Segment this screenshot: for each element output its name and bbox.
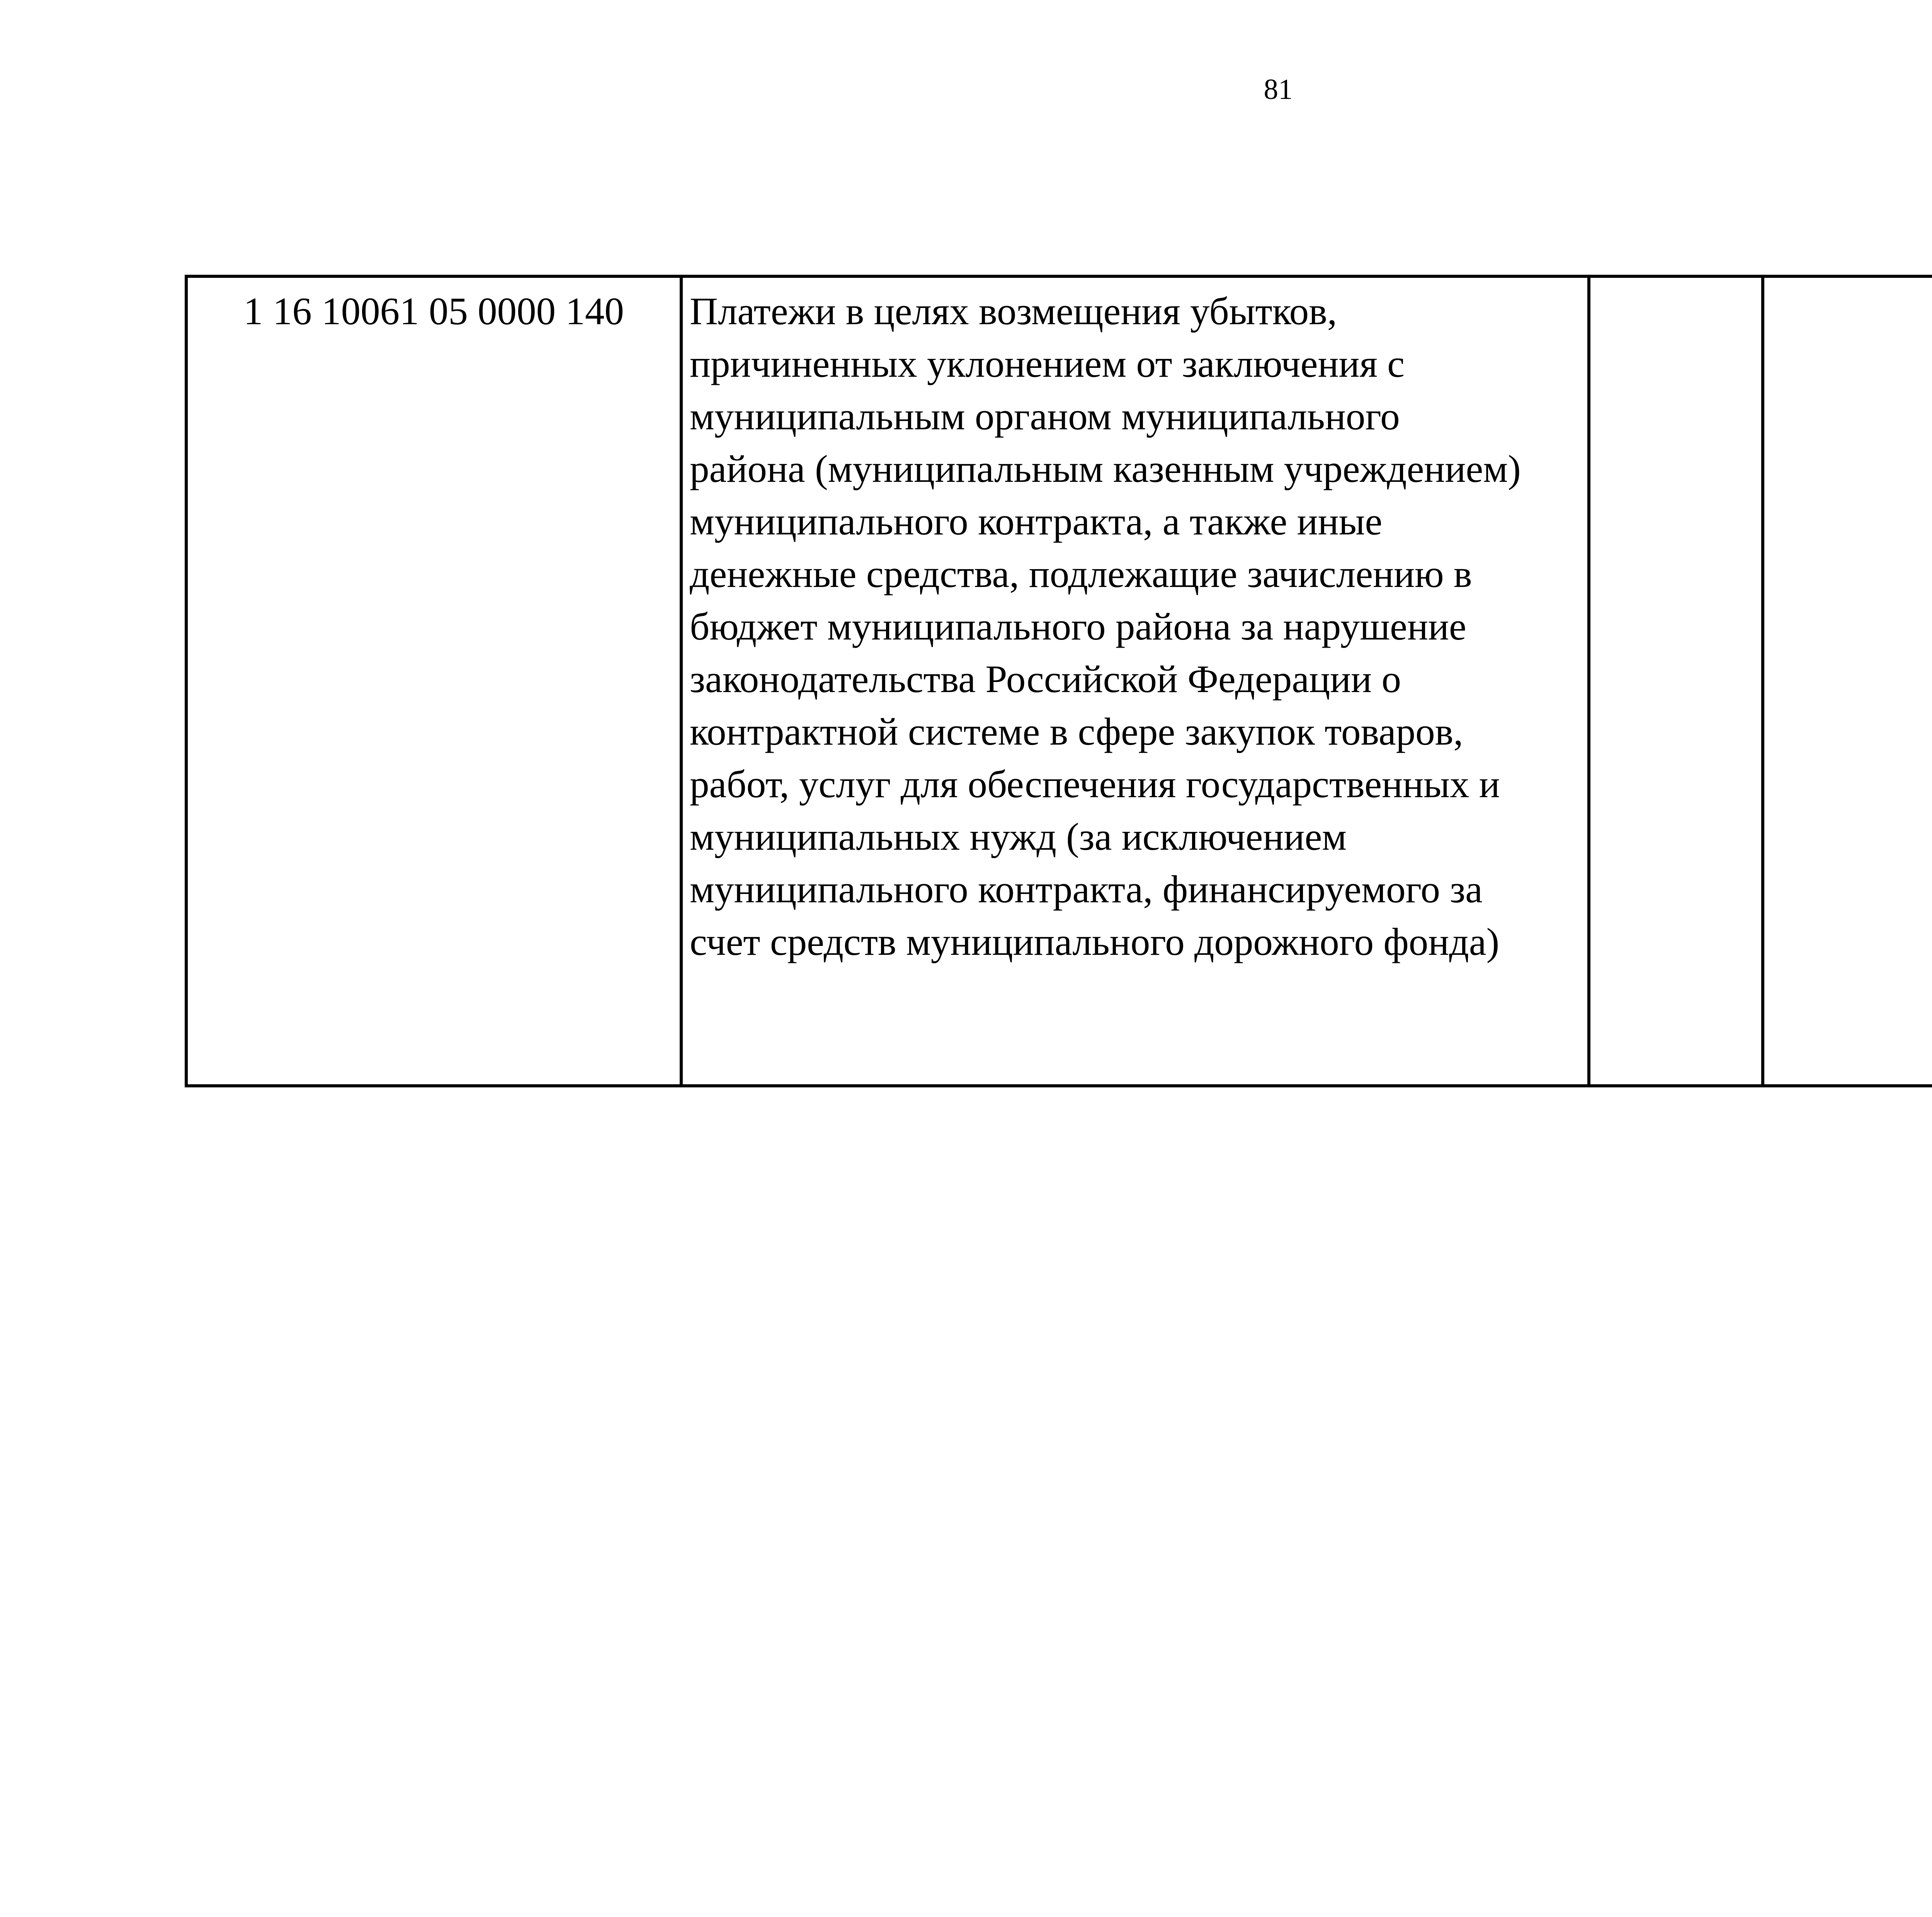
revenue-name-line: денежные средства, подлежащие зачислению в xyxy=(690,552,1472,595)
revenue-name-line: Платежи в целях возмещения убытков, xyxy=(690,289,1337,333)
revenue-name-line: муниципальных нужд (за исключением xyxy=(690,815,1347,858)
page-number: 81 xyxy=(1264,73,1293,105)
revenue-table xyxy=(185,275,1932,1087)
revenue-name-line: счет средств муниципального дорожного фонда) xyxy=(690,920,1500,963)
revenue-name-line: муниципального контракта, финансируемого за xyxy=(690,867,1483,911)
revenue-name-line: законодательства Российской Федерации о xyxy=(690,657,1401,701)
table-cell-col3 xyxy=(1589,276,1763,1086)
revenue-name-line: причиненных уклонением от заключения с xyxy=(690,342,1405,385)
revenue-name-line: муниципального контракта, а также иные xyxy=(690,500,1383,543)
revenue-name-line: работ, услуг для обеспечения государственных и xyxy=(690,762,1500,806)
revenue-name-line: контрактной системе в сфере закупок товаров, xyxy=(690,710,1463,753)
revenue-name-line: района (муниципальным казенным учреждением) xyxy=(690,447,1521,490)
revenue-name-line: бюджет муниципального района за нарушение xyxy=(690,605,1466,648)
table-cell-col4 xyxy=(1763,276,1932,1086)
table-row xyxy=(186,276,1932,1086)
budget-classification-code: 1 16 10061 05 0000 140 xyxy=(186,276,681,1086)
revenue-name-line: муниципальным органом муниципального xyxy=(690,395,1400,438)
revenue-name-cell xyxy=(681,276,1589,1086)
